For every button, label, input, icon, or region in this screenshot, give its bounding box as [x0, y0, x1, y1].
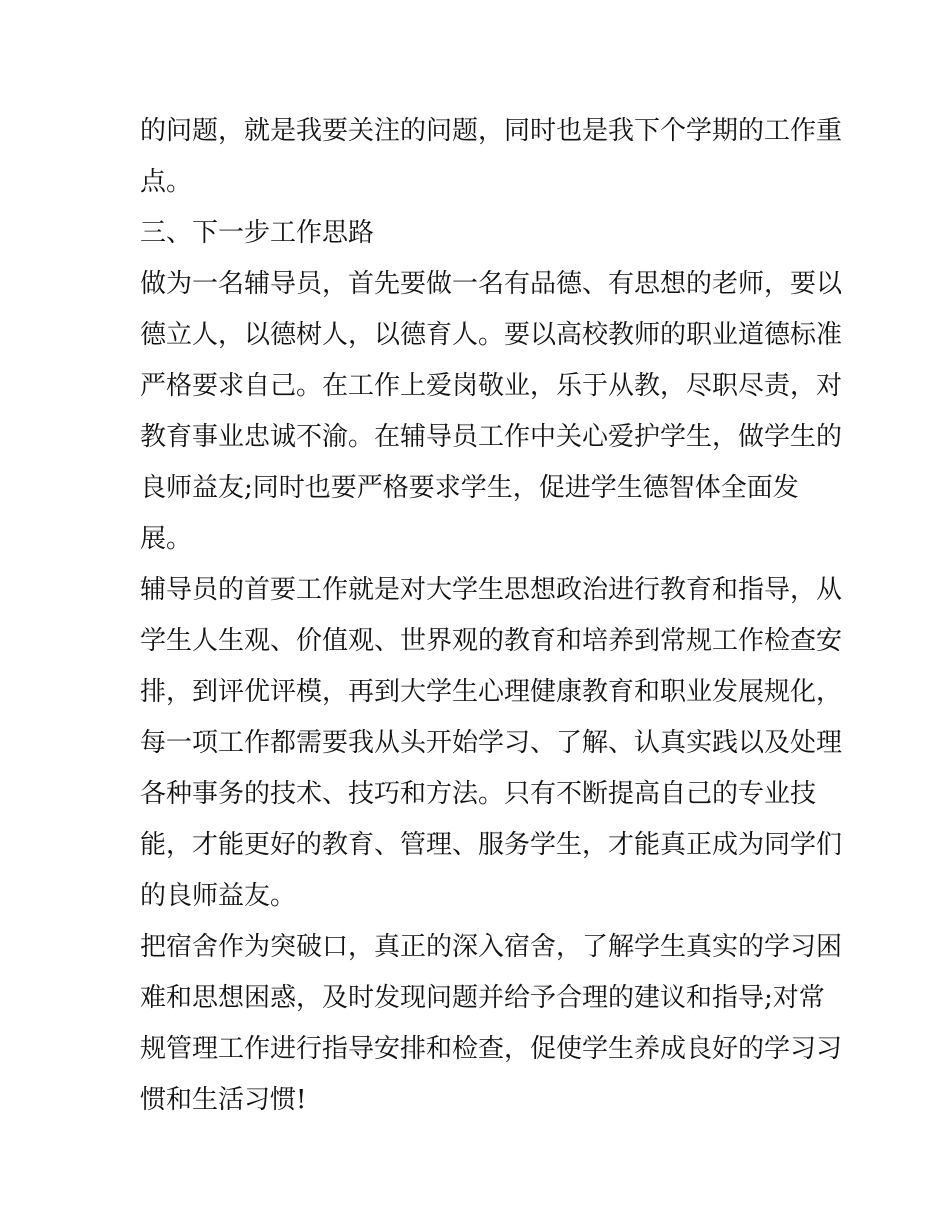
text-line: 良师益友;同时也要严格要求学生，促进学生德智体全面发 — [140, 473, 799, 503]
text-line: 学生人生观、价值观、世界观的教育和培养到常规工作检查安 — [140, 626, 843, 656]
text-line: 惯和生活习惯! — [140, 1085, 307, 1115]
text-line: 严格要求自己。在工作上爱岗敬业，乐于从教，尽职尽责，对 — [140, 371, 843, 401]
document-body — [140, 106, 843, 1126]
text-line: 排，到评优评模，再到大学生心理健康教育和职业发展规化， — [140, 677, 843, 707]
section-heading: 三、下一步工作思路 — [140, 218, 375, 248]
text-line: 的问题，就是我要关注的问题，同时也是我下个学期的工作重 — [140, 116, 843, 146]
text-line: 展。 — [140, 524, 193, 554]
text-line: 把宿舍作为突破口，真正的深入宿舍，了解学生真实的学习困 — [140, 932, 843, 962]
text-line: 点。 — [140, 167, 193, 197]
text-line: 的良师益友。 — [140, 881, 297, 911]
text-line: 规管理工作进行指导安排和检查，促使学生养成良好的学习习 — [140, 1034, 843, 1064]
text-line: 辅导员的首要工作就是对大学生思想政治进行教育和指导，从 — [140, 575, 843, 605]
text-line: 做为一名辅导员，首先要做一名有品德、有思想的老师，要以 — [140, 269, 843, 299]
text-line: 德立人，以德树人，以德育人。要以高校教师的职业道德标准 — [140, 320, 843, 350]
text-line: 难和思想困惑，及时发现问题并给予合理的建议和指导;对常 — [140, 983, 825, 1013]
text-line: 教育事业忠诚不渝。在辅导员工作中关心爱护学生，做学生的 — [140, 422, 843, 452]
text-line: 能，才能更好的教育、管理、服务学生，才能真正成为同学们 — [140, 830, 843, 860]
text-line: 各种事务的技术、技巧和方法。只有不断提高自己的专业技 — [140, 779, 817, 809]
text-line: 每一项工作都需要我从头开始学习、了解、认真实践以及处理 — [140, 728, 843, 758]
